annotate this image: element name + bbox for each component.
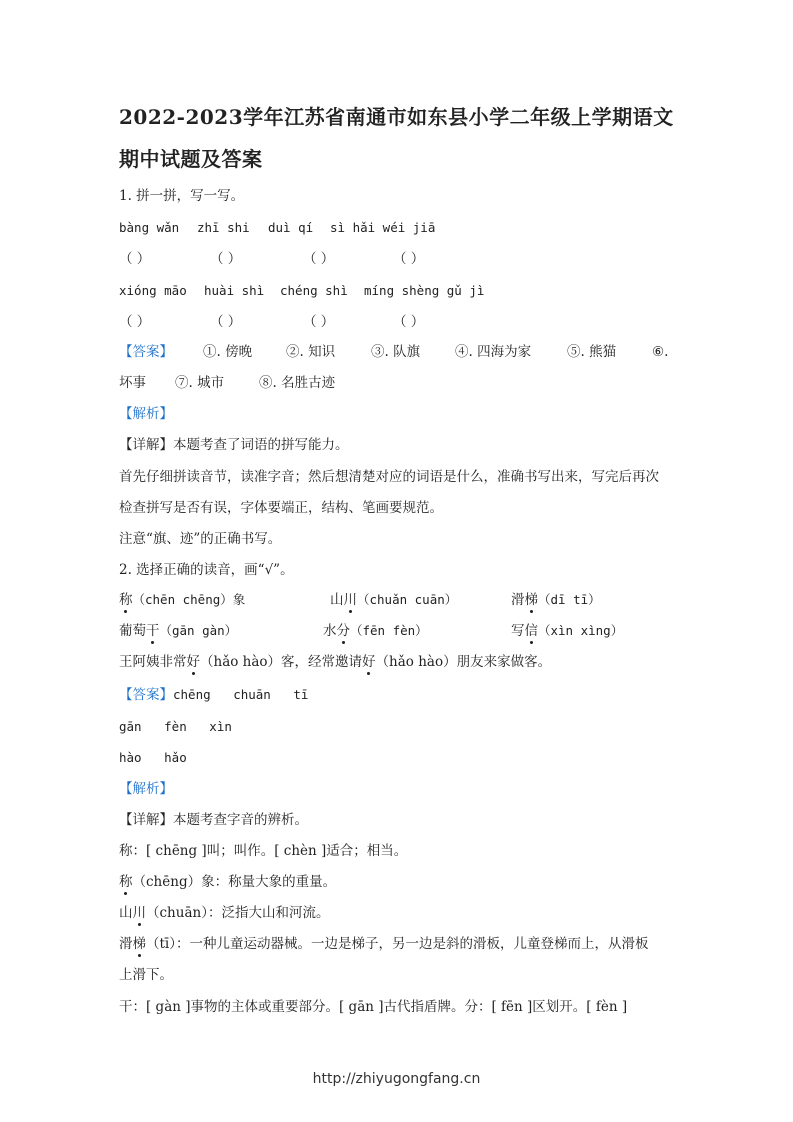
q1-detail [119, 436, 349, 454]
option-group [511, 591, 601, 609]
q2-answer-line-1 [119, 686, 308, 704]
q2-explain-6: 干：[ gàn ]事物的主体或重要部分。[ gān ]古代指盾牌。分：[ fēn ]区划开。[ fèn ] [119, 999, 628, 1015]
dotted-char: 信 [524, 623, 538, 639]
pinyin-options[interactable]: （hǎo hào）朋友来家做客。 [375, 654, 552, 670]
q1-blank-row-2 [119, 313, 519, 331]
q1-para-1: 首先仔细拼读音节，读准字音；然后想清楚对应的词语是什么，准确书写出来，写完后再次 [119, 469, 659, 485]
answer-text: chēng chuān tī [173, 687, 309, 702]
dotted-char: 川 [132, 905, 146, 921]
answer-blank[interactable]: （ ） [210, 314, 242, 330]
pinyin-options[interactable]: （xìn xìng） [538, 623, 624, 638]
q2-explain-3 [119, 904, 329, 922]
answer-item: 坏事 [119, 375, 146, 391]
text: 葡萄 [119, 623, 146, 639]
q2-explain-2 [119, 873, 336, 891]
pinyin-options[interactable]: （chuǎn cuān） [357, 592, 458, 607]
option-group [323, 622, 428, 640]
detail-tag: 【详解】 [119, 437, 173, 453]
q1-answer-row-1 [119, 343, 679, 361]
pinyin: bàng wǎn [119, 220, 180, 235]
pinyin: míng shèng gǔ jì [364, 283, 485, 298]
dotted-char: 分 [336, 623, 350, 639]
pinyin-options[interactable]: （gān gàn） [159, 623, 238, 638]
q1-para-3: 注意“旗、迹”的正确书写。 [119, 531, 282, 547]
q2-explain-5: 上滑下。 [119, 967, 173, 983]
title-line-2: 期中试题及答案 [119, 147, 263, 171]
answer-tag: 【答案】 [119, 344, 173, 360]
q2-row-2 [119, 622, 679, 640]
text: 山 [330, 592, 344, 608]
answer-blank[interactable]: （ ） [119, 251, 151, 267]
dotted-char: 称 [119, 592, 133, 608]
answer-item: ③. 队旗 [371, 344, 421, 360]
answer-item: ⑥. [652, 344, 669, 360]
q1-pinyin-row-1 [119, 219, 519, 237]
answer-item: ⑦. 城市 [175, 375, 225, 391]
option-group [330, 591, 457, 609]
dotted-char: 梯 [132, 936, 146, 952]
text: 滑 [511, 592, 525, 608]
q1-stem: 1. 拼一拼，写一写。 [119, 188, 245, 204]
q1-blank-row-1 [119, 250, 519, 268]
pinyin-options[interactable]: （dī tī） [538, 592, 601, 607]
pinyin: xióng māo [119, 283, 187, 298]
answer-tag: 【答案】 [119, 687, 173, 703]
answer-item: ④. 四海为家 [455, 344, 532, 360]
dotted-char: 干 [146, 623, 160, 639]
q2-detail [119, 811, 308, 829]
answer-blank[interactable]: （ ） [303, 251, 335, 267]
dotted-char: 川 [343, 592, 357, 608]
answer-blank[interactable]: （ ） [393, 251, 425, 267]
answer-item: ⑤. 熊猫 [567, 344, 617, 360]
dotted-char: 好 [186, 654, 200, 670]
option-group [119, 622, 237, 640]
footer-url[interactable]: http://zhiyugongfang.cn [312, 1071, 481, 1087]
text: （chēng）象：称量大象的重量。 [132, 874, 337, 890]
q2-answer-line-3: hào hǎo [119, 750, 187, 765]
text: （chuān）：泛指大山和河流。 [146, 905, 330, 921]
answer-item: ②. 知识 [286, 344, 336, 360]
answer-blank[interactable]: （ ） [119, 314, 151, 330]
pinyin-options[interactable]: （fēn fèn） [350, 623, 428, 638]
text: 写 [511, 623, 525, 639]
dotted-char: 好 [362, 654, 376, 670]
answer-item: ⑧. 名胜古迹 [259, 375, 336, 391]
title-line-1: 2022-2023学年江苏省南通市如东县小学二年级上学期语文 [119, 105, 674, 129]
text: （tī）：一种儿童运动器械。一边是梯子，另一边是斜的滑板，儿童登梯而上，从滑板 [146, 936, 649, 952]
detail-tag: 【详解】 [119, 812, 173, 828]
text: 王阿姨非常 [119, 654, 187, 670]
option-group [119, 591, 245, 609]
q1-answer-row-2 [119, 374, 519, 392]
option-group [511, 622, 623, 640]
answer-blank[interactable]: （ ） [303, 314, 335, 330]
q2-analysis-tag: 【解析】 [119, 781, 173, 797]
answer-blank[interactable]: （ ） [393, 314, 425, 330]
text: 山 [119, 905, 133, 921]
detail-text: 本题考查了词语的拼写能力。 [173, 437, 349, 453]
answer-item: ①. 傍晚 [203, 344, 253, 360]
pinyin: huài shì [204, 283, 265, 298]
q1-pinyin-row-2 [119, 282, 519, 300]
dotted-char: 称 [119, 874, 133, 890]
answer-blank[interactable]: （ ） [210, 251, 242, 267]
pinyin: duì qí [268, 220, 314, 235]
text: 滑 [119, 936, 133, 952]
pinyin-options[interactable]: （chēn chēng）象 [132, 592, 246, 607]
q2-answer-line-2: gān fèn xìn [119, 719, 232, 734]
q2-row-1 [119, 591, 679, 609]
q2-explain-4 [119, 935, 649, 953]
q2-row-3 [119, 653, 551, 671]
q1-analysis-tag: 【解析】 [119, 406, 173, 422]
pinyin-options[interactable]: （hǎo hào）客，经常邀请 [200, 654, 363, 670]
q2-stem: 2. 选择正确的读音，画“√”。 [119, 562, 294, 578]
detail-text: 本题考查字音的辨析。 [173, 812, 308, 828]
pinyin: zhī shi [197, 220, 250, 235]
text: 水 [323, 623, 337, 639]
dotted-char: 梯 [524, 592, 538, 608]
pinyin: chéng shì [280, 283, 348, 298]
q2-explain-1: 称：[ chēng ]叫；叫作。[ chèn ]适合；相当。 [119, 843, 408, 859]
q1-para-2: 检查拼写是否有误，字体要端正，结构、笔画要规范。 [119, 500, 443, 516]
pinyin: sì hǎi wéi jiā [330, 220, 436, 235]
